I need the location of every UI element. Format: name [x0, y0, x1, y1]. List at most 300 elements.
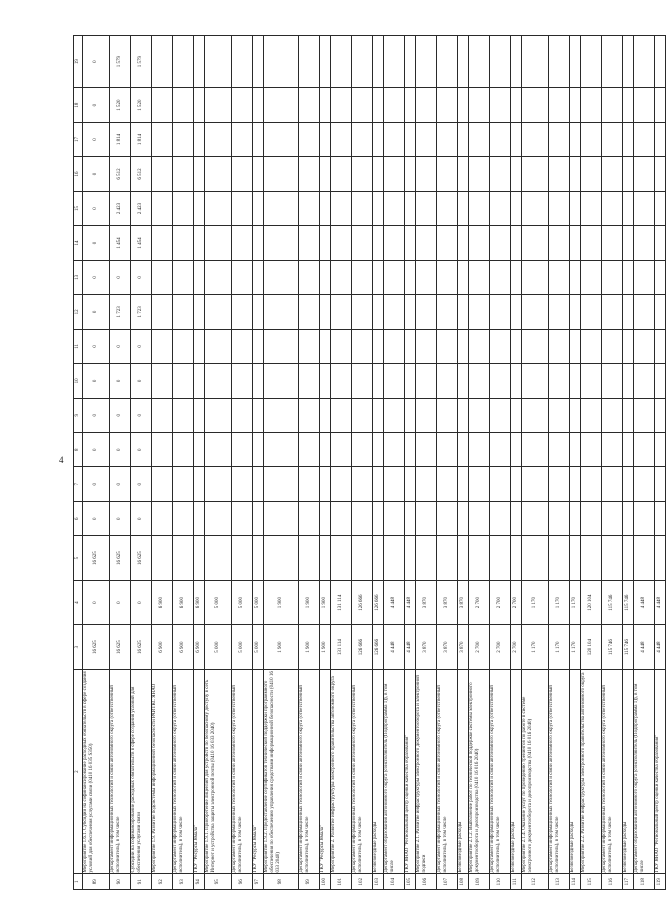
header-cell: 3: [74, 625, 83, 669]
value-cell: [253, 536, 264, 580]
value-cell: [320, 364, 331, 398]
value-cell: [299, 433, 320, 467]
value-cell: [264, 329, 299, 363]
value-cell: [194, 433, 205, 467]
value-cell: 1 454: [131, 226, 152, 260]
row-description-cell: Мероприятие 2.1.4. Оказание услуг по проведению тренингов по работе в системе электронного документооборота и делопроизводства (0410 16 016 2040): [522, 669, 549, 874]
value-cell: [320, 36, 331, 88]
value-cell: [490, 88, 511, 122]
value-cell: [469, 433, 490, 467]
value-cell: [511, 501, 522, 535]
value-cell: [490, 36, 511, 88]
value-cell: [173, 157, 194, 191]
table-row: [299, 36, 320, 890]
value-cell: [570, 157, 581, 191]
value-cell: [570, 36, 581, 88]
row-number-cell: 97: [253, 874, 264, 890]
value-cell: [205, 501, 232, 535]
value-cell: [173, 122, 194, 156]
row-number-cell: 95: [205, 874, 232, 890]
value-cell: [352, 157, 373, 191]
header-cell: 15: [74, 191, 83, 225]
value-cell: [416, 191, 437, 225]
value-cell: [373, 398, 384, 432]
value-cell: [264, 36, 299, 88]
value-cell: 1 900: [264, 580, 299, 624]
value-cell: [469, 226, 490, 260]
value-cell: [194, 260, 205, 294]
header-cell: 9: [74, 398, 83, 432]
value-cell: [352, 88, 373, 122]
value-cell: 0: [83, 580, 110, 624]
value-cell: [490, 364, 511, 398]
value-cell: [253, 398, 264, 432]
table-row: [232, 36, 253, 890]
value-cell: [299, 260, 320, 294]
value-cell: [490, 295, 511, 329]
row-description-cell: Безвозмездные расходы: [373, 669, 384, 874]
value-cell: [602, 122, 623, 156]
value-cell: [232, 295, 253, 329]
value-cell: 4 448: [634, 625, 655, 669]
value-cell: 3 870: [437, 625, 458, 669]
value-cell: [549, 191, 570, 225]
value-cell: 6 900: [194, 625, 205, 669]
value-cell: [549, 226, 570, 260]
value-cell: [331, 329, 352, 363]
row-number-cell: 105: [405, 874, 416, 890]
header-cell: 5: [74, 536, 83, 580]
value-cell: [655, 122, 666, 156]
value-cell: [205, 226, 232, 260]
row-number-cell: 110: [490, 874, 511, 890]
header-cell: 11: [74, 329, 83, 363]
value-cell: [490, 398, 511, 432]
value-cell: [655, 295, 666, 329]
value-cell: [511, 433, 522, 467]
row-description-cell: Департамент информационных технологий и связи автономного округа (ответственный исполнитель), в том числе: [299, 669, 320, 874]
value-cell: [232, 157, 253, 191]
value-cell: 1 170: [549, 580, 570, 624]
value-cell: [253, 329, 264, 363]
value-cell: [655, 191, 666, 225]
value-cell: [405, 364, 416, 398]
value-cell: [581, 364, 602, 398]
value-cell: 16 625: [131, 625, 152, 669]
value-cell: 126 666: [373, 625, 384, 669]
value-cell: 1 723: [131, 295, 152, 329]
value-cell: 1 814: [131, 122, 152, 156]
value-cell: [152, 398, 173, 432]
row-number-cell: 93: [173, 874, 194, 890]
value-cell: [522, 260, 549, 294]
row-description-cell: ГКУ "Ресурсы Ямала": [194, 669, 205, 874]
value-cell: [549, 433, 570, 467]
value-cell: [264, 295, 299, 329]
value-cell: [623, 364, 634, 398]
value-cell: [205, 157, 232, 191]
value-cell: 115 746: [602, 625, 623, 669]
value-cell: 16 625: [131, 536, 152, 580]
value-cell: 1 170: [570, 580, 581, 624]
value-cell: 0: [83, 191, 110, 225]
value-cell: [253, 364, 264, 398]
value-cell: [205, 398, 232, 432]
value-cell: [253, 260, 264, 294]
value-cell: [511, 157, 522, 191]
table-row: [194, 36, 205, 890]
value-cell: [581, 295, 602, 329]
value-cell: [655, 36, 666, 88]
value-cell: 6 900: [194, 580, 205, 624]
value-cell: [511, 398, 522, 432]
value-cell: [581, 191, 602, 225]
value-cell: [655, 536, 666, 580]
value-cell: 0: [131, 260, 152, 294]
value-cell: [634, 122, 655, 156]
value-cell: [490, 536, 511, 580]
value-cell: 0: [110, 398, 131, 432]
table-row: [131, 36, 152, 890]
table-row: [83, 36, 110, 890]
value-cell: 126 666: [352, 625, 373, 669]
value-cell: [437, 501, 458, 535]
header-cell: 2: [74, 669, 83, 874]
header-cell: 8: [74, 433, 83, 467]
value-cell: [469, 398, 490, 432]
value-cell: [384, 260, 405, 294]
value-cell: 1 900: [264, 625, 299, 669]
value-cell: [570, 364, 581, 398]
value-cell: [549, 364, 570, 398]
value-cell: [299, 88, 320, 122]
value-cell: 4 448: [634, 580, 655, 624]
value-cell: [253, 433, 264, 467]
value-cell: [655, 226, 666, 260]
value-cell: 2 700: [490, 580, 511, 624]
value-cell: 131 114: [331, 625, 352, 669]
value-cell: [173, 191, 194, 225]
value-cell: [173, 226, 194, 260]
value-cell: [194, 122, 205, 156]
row-description-cell: Мероприятие 1.6.1. Субсидии на софинансирование расходных обязательств в сфере создания условий для обеспечения услугами связи (0410 16 035 S350): [83, 669, 110, 874]
value-cell: 16 625: [83, 536, 110, 580]
row-number-cell: 118: [634, 874, 655, 890]
value-cell: 6 512: [131, 157, 152, 191]
value-cell: 6 512: [110, 157, 131, 191]
value-cell: [602, 329, 623, 363]
value-cell: [522, 157, 549, 191]
row-number-cell: 107: [437, 874, 458, 890]
value-cell: [264, 260, 299, 294]
value-cell: [549, 36, 570, 88]
value-cell: 16 625: [110, 536, 131, 580]
value-cell: [437, 88, 458, 122]
value-cell: [490, 329, 511, 363]
value-cell: [581, 501, 602, 535]
value-cell: [299, 329, 320, 363]
value-cell: [405, 260, 416, 294]
value-cell: [458, 226, 469, 260]
value-cell: 5 000: [253, 625, 264, 669]
value-cell: 115 746: [623, 580, 634, 624]
row-number-cell: 116: [602, 874, 623, 890]
value-cell: [655, 260, 666, 294]
value-cell: [205, 364, 232, 398]
value-cell: [522, 88, 549, 122]
value-cell: 0: [110, 364, 131, 398]
row-description-cell: ГКУ "Ресурсы Ямала": [320, 669, 331, 874]
value-cell: [320, 295, 331, 329]
value-cell: [205, 295, 232, 329]
value-cell: 0: [131, 433, 152, 467]
value-cell: [570, 433, 581, 467]
value-cell: [320, 467, 331, 501]
value-cell: [320, 88, 331, 122]
value-cell: [173, 536, 194, 580]
value-cell: [264, 226, 299, 260]
value-cell: [264, 157, 299, 191]
value-cell: 131 114: [331, 580, 352, 624]
value-cell: 1 520: [131, 88, 152, 122]
value-cell: [173, 295, 194, 329]
value-cell: [352, 398, 373, 432]
value-cell: [152, 88, 173, 122]
row-number-cell: 112: [522, 874, 549, 890]
table-row: [373, 36, 384, 890]
value-cell: [570, 191, 581, 225]
value-cell: [405, 226, 416, 260]
value-cell: [655, 398, 666, 432]
row-number-cell: 102: [352, 874, 373, 890]
value-cell: [405, 122, 416, 156]
value-cell: 2 700: [511, 625, 522, 669]
value-cell: [458, 398, 469, 432]
value-cell: 2 700: [469, 580, 490, 624]
value-cell: [458, 157, 469, 191]
row-number-cell: 108: [458, 874, 469, 890]
value-cell: [352, 122, 373, 156]
row-number-cell: 89: [83, 874, 110, 890]
value-cell: [205, 433, 232, 467]
value-cell: [469, 364, 490, 398]
value-cell: [623, 295, 634, 329]
value-cell: [352, 364, 373, 398]
value-cell: [264, 467, 299, 501]
table-row: [490, 36, 511, 890]
value-cell: [655, 467, 666, 501]
value-cell: 1 520: [110, 88, 131, 122]
value-cell: [194, 88, 205, 122]
value-cell: [373, 467, 384, 501]
value-cell: [522, 226, 549, 260]
value-cell: [253, 226, 264, 260]
value-cell: [469, 295, 490, 329]
value-cell: 5 000: [253, 580, 264, 624]
value-cell: [232, 260, 253, 294]
value-cell: [623, 157, 634, 191]
value-cell: [373, 226, 384, 260]
value-cell: [232, 398, 253, 432]
value-cell: [264, 191, 299, 225]
value-cell: [570, 501, 581, 535]
header-cell: 1: [74, 874, 83, 890]
value-cell: 1 579: [110, 36, 131, 88]
value-cell: 6 900: [173, 625, 194, 669]
value-cell: [623, 329, 634, 363]
value-cell: [264, 536, 299, 580]
row-description-cell: Безвозмездные расходы: [570, 669, 581, 874]
value-cell: [437, 226, 458, 260]
value-cell: [511, 36, 522, 88]
value-cell: [405, 433, 416, 467]
value-cell: [152, 157, 173, 191]
value-cell: [522, 467, 549, 501]
table-row: [320, 36, 331, 890]
value-cell: [570, 329, 581, 363]
value-cell: [253, 36, 264, 88]
value-cell: [469, 157, 490, 191]
row-number-cell: 106: [416, 874, 437, 890]
value-cell: [511, 536, 522, 580]
value-cell: [634, 36, 655, 88]
value-cell: 1 723: [110, 295, 131, 329]
table-row: [549, 36, 570, 890]
value-cell: [331, 36, 352, 88]
value-cell: [299, 191, 320, 225]
value-cell: [320, 329, 331, 363]
value-cell: 3 870: [437, 580, 458, 624]
value-cell: [469, 122, 490, 156]
value-cell: 126 666: [373, 580, 384, 624]
value-cell: [205, 467, 232, 501]
value-cell: 16 625: [83, 625, 110, 669]
table-row: [331, 36, 352, 890]
header-cell: 18: [74, 88, 83, 122]
value-cell: [232, 329, 253, 363]
value-cell: 0: [83, 398, 110, 432]
value-cell: [232, 536, 253, 580]
row-description-cell: ГКУ "Ресурсы Ямала": [253, 669, 264, 874]
row-number-cell: 96: [232, 874, 253, 890]
value-cell: [152, 295, 173, 329]
value-cell: [384, 191, 405, 225]
value-cell: [437, 260, 458, 294]
value-cell: 126 666: [352, 580, 373, 624]
value-cell: 0: [83, 329, 110, 363]
value-cell: [232, 467, 253, 501]
value-cell: [602, 260, 623, 294]
value-cell: [253, 122, 264, 156]
header-row: [74, 36, 83, 890]
row-description-cell: Безвозмездные расходы: [511, 669, 522, 874]
value-cell: [602, 536, 623, 580]
value-cell: [570, 398, 581, 432]
value-cell: [490, 226, 511, 260]
value-cell: [299, 295, 320, 329]
value-cell: [152, 260, 173, 294]
value-cell: [490, 122, 511, 156]
value-cell: [405, 88, 416, 122]
value-cell: 1 900: [299, 580, 320, 624]
value-cell: [299, 398, 320, 432]
value-cell: [458, 329, 469, 363]
value-cell: [373, 157, 384, 191]
value-cell: 1 170: [522, 580, 549, 624]
value-cell: [634, 295, 655, 329]
value-cell: [655, 329, 666, 363]
value-cell: [437, 191, 458, 225]
value-cell: [320, 122, 331, 156]
value-cell: 1 454: [110, 226, 131, 260]
value-cell: [490, 467, 511, 501]
header-cell: 13: [74, 260, 83, 294]
header-cell: 12: [74, 295, 83, 329]
table-row: [173, 36, 194, 890]
value-cell: [437, 364, 458, 398]
value-cell: [634, 536, 655, 580]
value-cell: 0: [83, 433, 110, 467]
row-description-cell: Департамент информационных технологий и связи автономного округа (ответственный исполнитель), в том числе: [232, 669, 253, 874]
value-cell: 1 170: [570, 625, 581, 669]
value-cell: [416, 36, 437, 88]
value-cell: 1 900: [320, 625, 331, 669]
table-row: [634, 36, 655, 890]
value-cell: [373, 191, 384, 225]
value-cell: 5 000: [205, 580, 232, 624]
value-cell: [373, 501, 384, 535]
value-cell: [458, 501, 469, 535]
value-cell: [331, 88, 352, 122]
value-cell: [405, 536, 416, 580]
value-cell: [405, 398, 416, 432]
value-cell: [522, 398, 549, 432]
value-cell: 6 900: [152, 580, 173, 624]
value-cell: [655, 88, 666, 122]
value-cell: [416, 329, 437, 363]
row-description-cell: Безвозмездные расходы: [458, 669, 469, 874]
value-cell: [320, 501, 331, 535]
value-cell: [352, 191, 373, 225]
value-cell: [634, 88, 655, 122]
table-body: [74, 36, 666, 890]
value-cell: [320, 433, 331, 467]
table-row: [522, 36, 549, 890]
row-description-cell: Департамент образования автономного округа (соисполнитель (Подпрограмма 1)), в том числе: [634, 669, 655, 874]
value-cell: [469, 36, 490, 88]
value-cell: [205, 260, 232, 294]
value-cell: [384, 398, 405, 432]
value-cell: [299, 364, 320, 398]
row-description-cell: ГКУ ЯНАО "Региональный центр оценки качества образования": [655, 669, 666, 874]
value-cell: [570, 260, 581, 294]
value-cell: [602, 398, 623, 432]
value-cell: 0: [131, 364, 152, 398]
value-cell: 5 000: [205, 625, 232, 669]
value-cell: [194, 157, 205, 191]
row-description-cell: Департамент информационных технологий и связи автономного округа (ответственный исполнитель), в том числе: [490, 669, 511, 874]
value-cell: [458, 260, 469, 294]
value-cell: [511, 467, 522, 501]
value-cell: [194, 536, 205, 580]
value-cell: [152, 433, 173, 467]
table-row: [655, 36, 666, 890]
value-cell: 2 700: [469, 625, 490, 669]
value-cell: [384, 433, 405, 467]
value-cell: [570, 536, 581, 580]
row-description-cell: Мероприятие 2.2. Развитие инфраструктуры электронного правительства автономного округа: [581, 669, 602, 874]
value-cell: 0: [131, 467, 152, 501]
